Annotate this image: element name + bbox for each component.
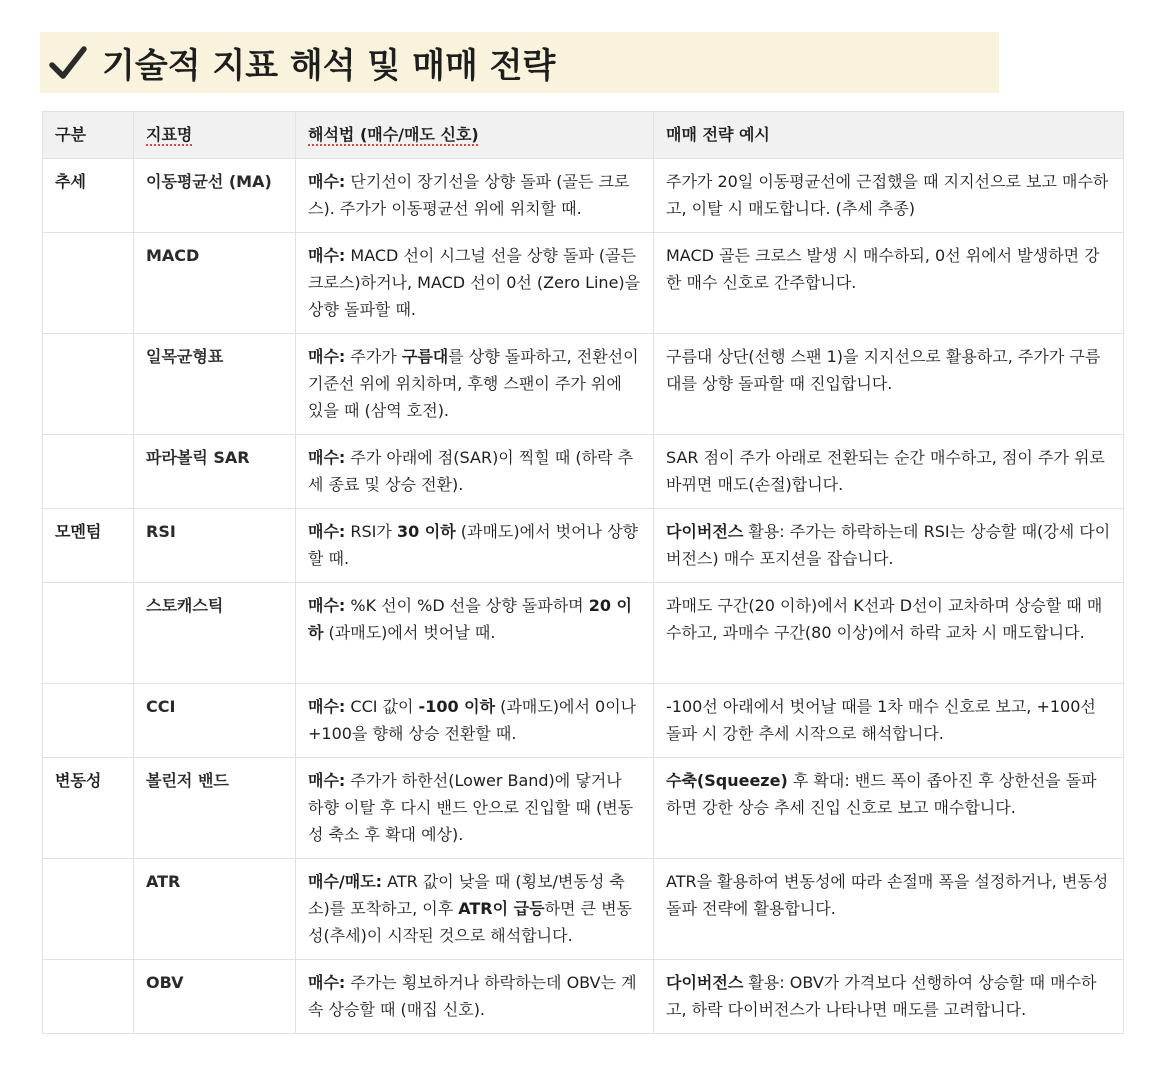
strategy-text-segment: 다이버전스 xyxy=(666,973,744,992)
table-header-row xyxy=(43,112,1124,159)
interpretation-text-segment: CCI 값이 xyxy=(345,697,419,716)
interpretation-cell xyxy=(296,233,654,334)
category-cell: 추세 xyxy=(43,159,134,233)
strategy-cell xyxy=(654,684,1124,758)
interpretation-text-segment: 매수: xyxy=(308,596,346,615)
interpretation-cell xyxy=(296,960,654,1034)
interpretation-text-segment: (과매도)에서 벗어날 때. xyxy=(323,623,496,642)
table-row xyxy=(43,159,1124,233)
strategy-cell xyxy=(654,583,1124,684)
category-cell xyxy=(43,684,134,758)
table-row xyxy=(43,233,1124,334)
interpretation-text-segment: 주가가 하한선(Lower Band)에 닿거나 하향 이탈 후 다시 밴드 안으로 진입할 때 (변동성 축소 후 확대 예상). xyxy=(308,771,634,844)
interpretation-text-segment: 매수: xyxy=(308,973,346,992)
header-interpretation-label: 해석법 (매수/매도 신호) xyxy=(308,125,479,144)
category-cell xyxy=(43,583,134,684)
table-row xyxy=(43,684,1124,758)
interpretation-text-segment: -100 이하 xyxy=(418,697,496,716)
strategy-text-segment: SAR 점이 주가 아래로 전환되는 순간 매수하고, 점이 주가 위로 바뀌면 매도(손절)합니다. xyxy=(666,448,1105,494)
title-banner xyxy=(40,32,999,93)
interpretation-text-segment: 매수: xyxy=(308,246,346,265)
interpretation-text-segment: 매수: xyxy=(308,771,346,790)
indicator-cell: CCI xyxy=(134,684,296,758)
interpretation-text-segment: 30 이하 xyxy=(396,522,456,541)
strategy-cell xyxy=(654,509,1124,583)
interpretation-text-segment: 주가가 xyxy=(345,347,402,366)
interpretation-text-segment: RSI가 xyxy=(345,522,397,541)
category-cell xyxy=(43,334,134,435)
strategy-cell xyxy=(654,960,1124,1034)
category-cell xyxy=(43,435,134,509)
strategy-cell xyxy=(654,334,1124,435)
interpretation-cell xyxy=(296,509,654,583)
table-row xyxy=(43,960,1124,1034)
table-row xyxy=(43,509,1124,583)
strategy-text-segment: 주가가 20일 이동평균선에 근접했을 때 지지선으로 보고 매수하고, 이탈 시 매도합니다. (추세 추종) xyxy=(666,172,1109,218)
indicator-cell: ATR xyxy=(134,859,296,960)
indicator-cell: 일목균형표 xyxy=(134,334,296,435)
interpretation-text-segment: 매수: xyxy=(308,697,346,716)
strategy-text-segment: 활용: 주가는 하락하는데 RSI는 상승할 때(강세 다이버전스) 매수 포지션을 잡습니다. xyxy=(666,522,1111,568)
interpretation-cell xyxy=(296,758,654,859)
interpretation-text-segment: 매수: xyxy=(308,448,346,467)
category-cell xyxy=(43,233,134,334)
header-strategy: 매매 전략 예시 xyxy=(654,112,1124,159)
table-row xyxy=(43,435,1124,509)
header-indicator xyxy=(134,112,296,159)
interpretation-text-segment: %K 선이 %D 선을 상향 돌파하며 xyxy=(345,596,589,615)
header-interpretation xyxy=(296,112,654,159)
strategy-cell xyxy=(654,435,1124,509)
interpretation-text-segment: 20 이하 xyxy=(308,596,632,642)
interpretation-cell xyxy=(296,684,654,758)
header-category: 구분 xyxy=(43,112,134,159)
category-cell xyxy=(43,859,134,960)
interpretation-cell xyxy=(296,435,654,509)
interpretation-text-segment: 구름대 xyxy=(401,347,449,366)
table-body xyxy=(43,159,1124,1034)
category-cell xyxy=(43,960,134,1034)
interpretation-text-segment: ATR 값이 낮을 때 (횡보/변동성 축소)를 포착하고, 이후 xyxy=(308,872,625,918)
interpretation-cell xyxy=(296,583,654,684)
interpretation-text-segment: 매수/매도: xyxy=(308,872,383,891)
strategy-cell xyxy=(654,758,1124,859)
strategy-text-segment: 후 확대: 밴드 폭이 좁아진 후 상한선을 돌파하면 강한 상승 추세 진입 신호로 보고 매수합니다. xyxy=(666,771,1097,817)
indicator-cell: 이동평균선 (MA) xyxy=(134,159,296,233)
interpretation-text-segment: (과매도)에서 0이나 +100을 향해 상승 전환할 때. xyxy=(308,697,637,743)
strategy-cell xyxy=(654,159,1124,233)
check-mark-icon xyxy=(48,43,88,83)
indicator-cell: MACD xyxy=(134,233,296,334)
interpretation-text-segment: 매수: xyxy=(308,347,346,366)
strategy-text-segment: -100선 아래에서 벗어날 때를 1차 매수 신호로 보고, +100선 돌파 시 강한 추세 시작으로 해석합니다. xyxy=(666,697,1096,743)
interpretation-text-segment: 매수: xyxy=(308,172,346,191)
indicator-cell: 파라볼릭 SAR xyxy=(134,435,296,509)
interpretation-cell xyxy=(296,859,654,960)
strategy-text-segment: 구름대 상단(선행 스팬 1)을 지지선으로 활용하고, 주가가 구름대를 상향 돌파할 때 진입합니다. xyxy=(666,347,1101,393)
indicator-cell: RSI xyxy=(134,509,296,583)
strategy-text-segment: 과매도 구간(20 이하)에서 K선과 D선이 교차하며 상승할 때 매수하고, 과매수 구간(80 이상)에서 하락 교차 시 매도합니다. xyxy=(666,596,1103,642)
strategy-text-segment: 수축(Squeeze) xyxy=(666,771,788,790)
strategy-cell xyxy=(654,859,1124,960)
header-indicator-label: 지표명 xyxy=(146,125,193,144)
interpretation-text-segment: 단기선이 장기선을 상향 돌파 (골든 크로스). 주가가 이동평균선 위에 위치할 때. xyxy=(308,172,630,218)
table-row xyxy=(43,758,1124,859)
strategy-text-segment: ATR을 활용하여 변동성에 따라 손절매 폭을 설정하거나, 변동성 돌파 전략에 활용합니다. xyxy=(666,872,1109,918)
indicator-table xyxy=(42,111,1124,1034)
table-row xyxy=(43,859,1124,960)
interpretation-text-segment: 를 상향 돌파하고, 전환선이 기준선 위에 위치하며, 후행 스팬이 주가 위에 있을 때 (삼역 호전). xyxy=(308,347,639,420)
strategy-cell xyxy=(654,233,1124,334)
page-title: 기술적 지표 해석 및 매매 전략 xyxy=(102,46,556,86)
interpretation-text-segment: 하면 큰 변동성(추세)이 시작된 것으로 해석합니다. xyxy=(308,899,633,945)
strategy-text-segment: 다이버전스 xyxy=(666,522,744,541)
interpretation-text-segment: (과매도)에서 벗어나 상향할 때. xyxy=(308,522,638,568)
interpretation-text-segment: 주가 아래에 점(SAR)이 찍힐 때 (하락 추세 종료 및 상승 전환). xyxy=(308,448,634,494)
strategy-text-segment: 활용: OBV가 가격보다 선행하여 상승할 때 매수하고, 하락 다이버전스가 나타나면 매도를 고려합니다. xyxy=(666,973,1097,1019)
interpretation-text-segment: MACD 선이 시그널 선을 상향 돌파 (골든 크로스)하거나, MACD 선이 0선 (Zero Line)을 상향 돌파할 때. xyxy=(308,246,641,319)
interpretation-text-segment: 매수: xyxy=(308,522,346,541)
interpretation-cell xyxy=(296,159,654,233)
table-row xyxy=(43,583,1124,684)
interpretation-text-segment: 주가는 횡보하거나 하락하는데 OBV는 계속 상승할 때 (매집 신호). xyxy=(308,973,637,1019)
category-cell: 변동성 xyxy=(43,758,134,859)
indicator-cell: 볼린저 밴드 xyxy=(134,758,296,859)
category-cell: 모멘텀 xyxy=(43,509,134,583)
table-row xyxy=(43,334,1124,435)
strategy-text-segment: MACD 골든 크로스 발생 시 매수하되, 0선 위에서 발생하면 강한 매수 신호로 간주합니다. xyxy=(666,246,1100,292)
indicator-cell: OBV xyxy=(134,960,296,1034)
interpretation-text-segment: ATR이 급등 xyxy=(458,899,545,918)
indicator-cell: 스토캐스틱 xyxy=(134,583,296,684)
interpretation-cell xyxy=(296,334,654,435)
